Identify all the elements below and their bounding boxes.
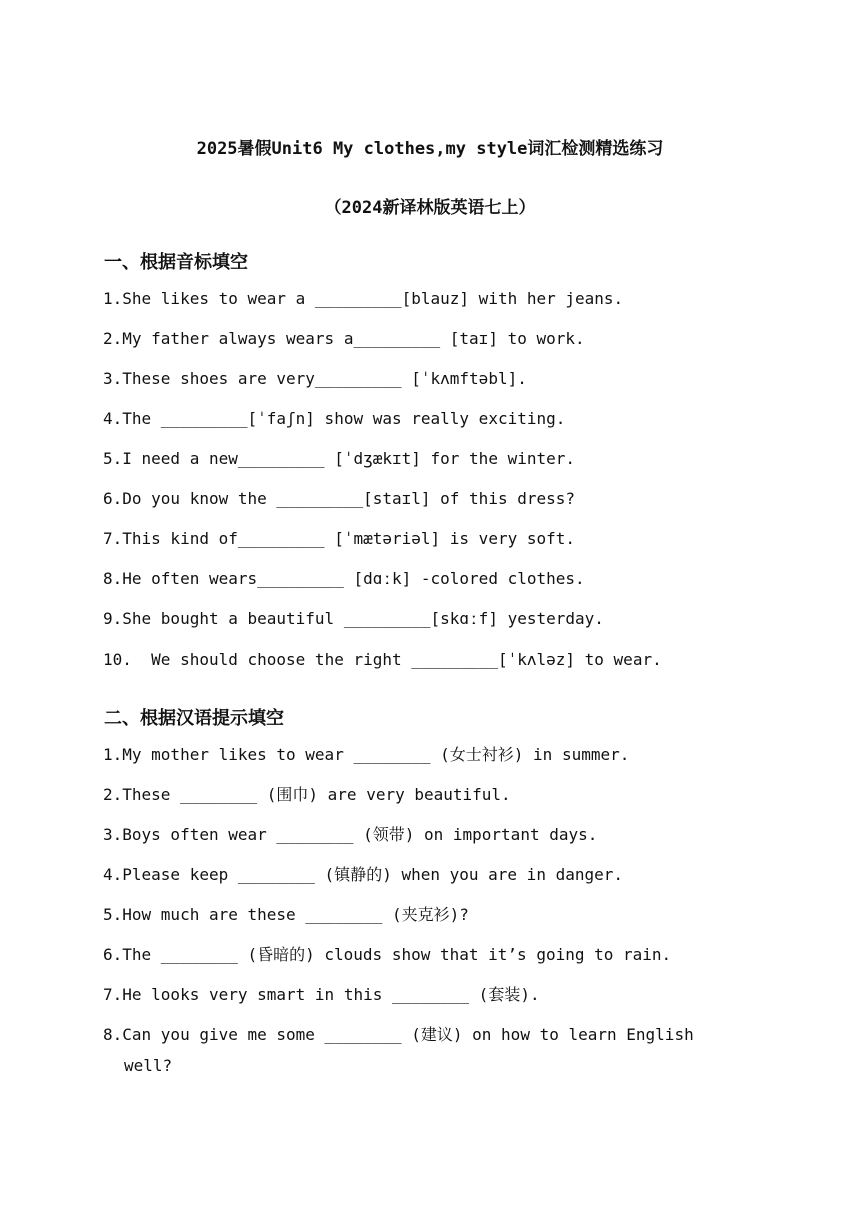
question-item [103,483,743,514]
question-text: This kind of_________ [ˈmætəriəl] is very soft. [122,529,576,548]
question-text: These shoes are very_________ [ˈkʌmftəbl]. [122,369,527,388]
question-item [103,739,743,770]
question-text: He looks very smart in this ________ (套装). [122,985,540,1004]
question-number: 1. [103,745,123,764]
question-number: 4. [103,409,123,428]
question-number: 8. [103,1025,123,1044]
question-item [103,819,743,850]
question-item [103,779,743,810]
question-number: 5. [103,905,123,924]
question-number: 5. [103,449,123,468]
section-heading-chinese-hint: 二、根据汉语提示填空 [104,708,284,729]
question-number: 4. [103,865,123,884]
question-number: 7. [103,985,123,1004]
question-text: The ________ (昏暗的) clouds show that it’s going to rain. [122,945,672,964]
question-text: Boys often wear ________ (领带) on important days. [122,825,598,844]
question-text: Do you know the _________[staɪl] of this dress? [122,489,576,508]
question-item [103,563,743,594]
question-text: She bought a beautiful _________[skɑːf] yesterday. [122,609,604,628]
question-number: 9. [103,609,123,628]
question-text: Can you give me some ________ (建议) on how to learn English [122,1025,694,1044]
question-item [103,859,743,890]
question-item [103,644,743,675]
question-item [103,899,743,930]
question-text: The _________[ˈfaʃn] show was really exciting. [122,409,566,428]
question-text: These ________ (围巾) are very beautiful. [122,785,511,804]
question-text: Please keep ________ (镇静的) when you are in danger. [122,865,624,884]
question-text: She likes to wear a _________[blauz] with her jeans. [122,289,624,308]
question-text: How much are these ________ (夹克衫)? [122,905,469,924]
question-text: We should choose the right _________[ˈkʌləz] to wear. [131,650,662,669]
question-item [103,403,743,434]
question-item [103,443,743,474]
question-text: My father always wears a_________ [taɪ] to work. [122,329,585,348]
section-heading-phonetic: 一、根据音标填空 [104,252,248,273]
question-text: My mother likes to wear ________ (女士衬衫) in summer. [122,745,630,764]
question-item [103,323,743,354]
question-number: 3. [103,825,123,844]
question-number: 7. [103,529,123,548]
question-number: 6. [103,489,123,508]
question-number: 10. [103,650,132,669]
question-text-continuation: well? [124,1056,173,1075]
question-item [103,979,743,1010]
question-number: 6. [103,945,123,964]
question-item [103,283,743,314]
question-text: He often wears_________ [dɑːk] -colored clothes. [122,569,585,588]
question-item [103,603,743,634]
question-number: 1. [103,289,123,308]
question-number: 3. [103,369,123,388]
question-number: 8. [103,569,123,588]
question-item [103,1019,743,1081]
question-text: I need a new_________ [ˈdʒækɪt] for the winter. [122,449,576,468]
question-number: 2. [103,329,123,348]
question-item [103,363,743,394]
question-item [103,939,743,970]
document-subtitle: （2024新译林版英语七上） [324,198,536,218]
document-title: 2025暑假Unit6 My clothes,my style词汇检测精选练习 [196,139,664,159]
question-item [103,523,743,554]
question-number: 2. [103,785,123,804]
